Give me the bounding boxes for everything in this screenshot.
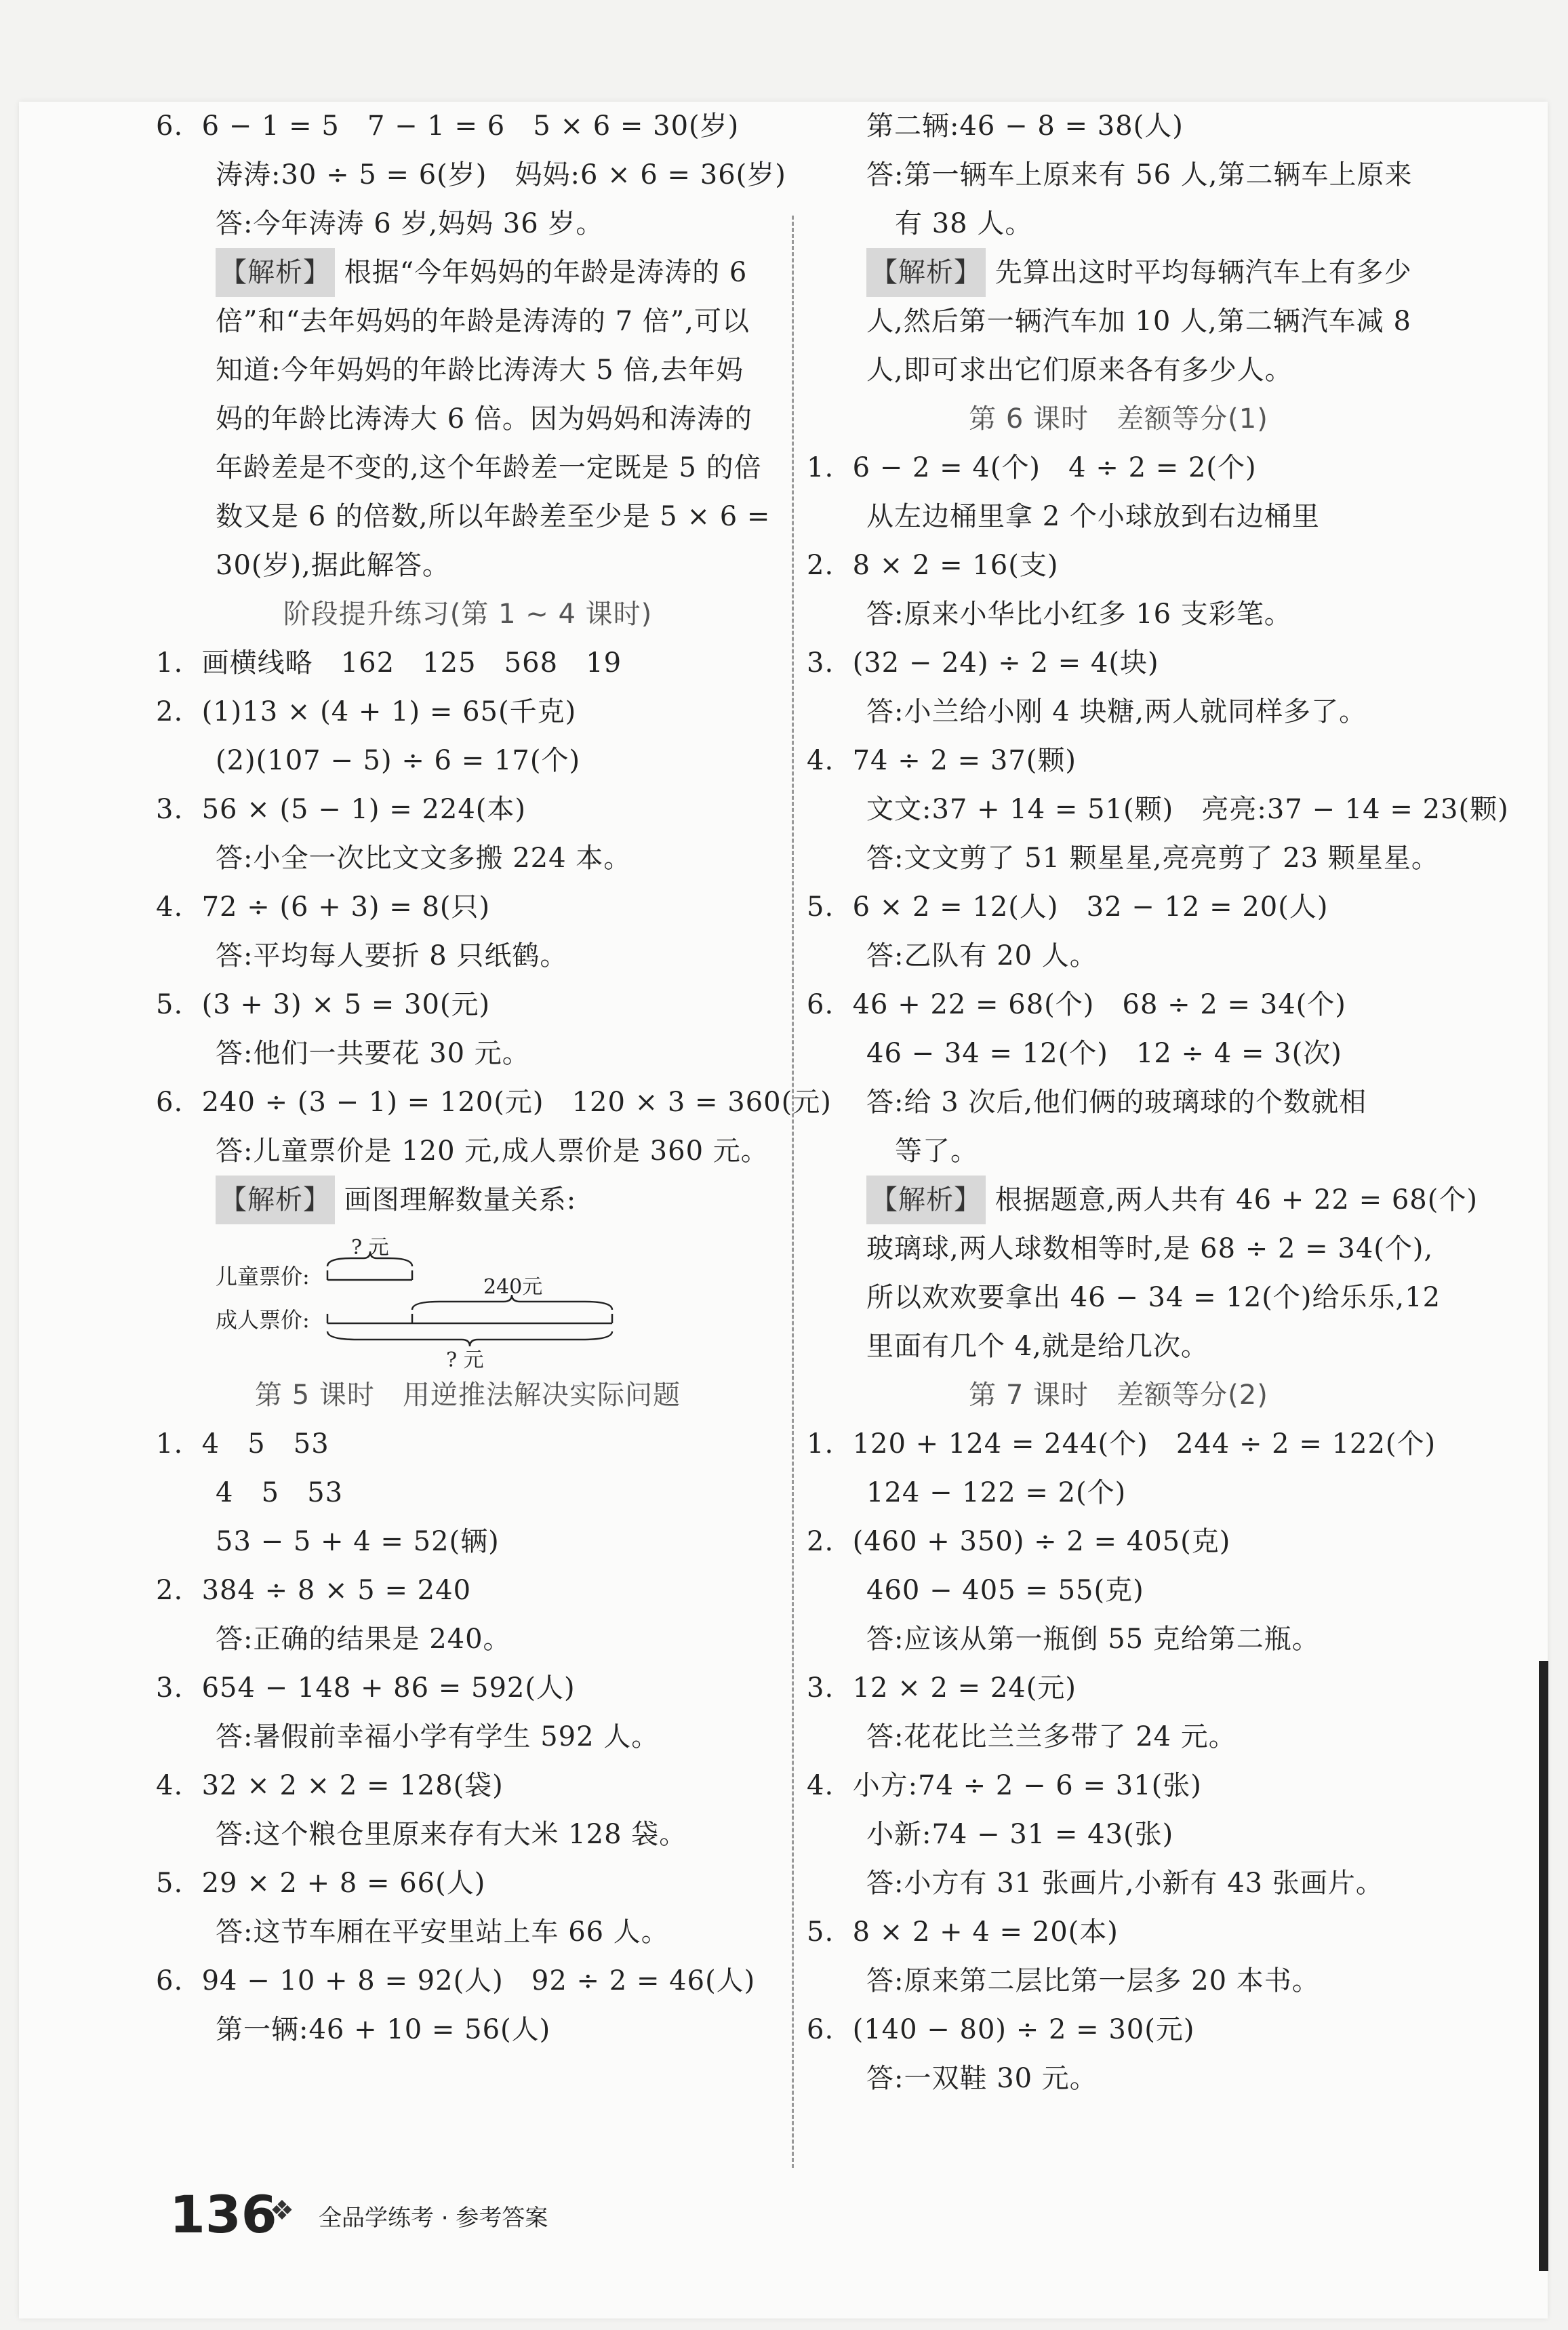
line-text: 答:乙队有 20 人。 <box>866 940 1098 971</box>
line-text: 6. 6 − 1 = 5 7 − 1 = 6 5 × 6 = 30(岁) <box>156 111 740 142</box>
adult-ticket-label: 成人票价: <box>216 1307 310 1333</box>
answer-line <box>866 590 1430 639</box>
answer-line <box>216 1176 780 1224</box>
answer-line <box>807 443 1430 492</box>
answer-line <box>156 1761 780 1810</box>
answer-line <box>216 541 780 590</box>
answer-line <box>866 785 1509 834</box>
line-text: 答:第一辆车上原来有 56 人,第二辆车上原来 <box>866 159 1413 190</box>
line-text: 等了。 <box>895 1136 978 1167</box>
difference-brace <box>412 1295 612 1310</box>
line-text: 数又是 6 的倍数,所以年龄差至少是 5 × 6 = <box>216 501 771 532</box>
answer-line <box>216 1810 780 1859</box>
line-text: 6. 240 ÷ (3 − 1) = 120(元) 120 × 3 = 360(元) <box>156 1087 832 1118</box>
line-text: 1. 画横线略 162 125 568 19 <box>156 647 622 679</box>
answer-line <box>866 1956 1430 2005</box>
line-text: 答:平均每人要折 8 只纸鹤。 <box>216 940 568 971</box>
answer-line <box>156 102 780 150</box>
column-divider <box>792 216 794 2168</box>
adult-price-unknown: ? 元 <box>446 1348 484 1372</box>
line-text: 先算出这时平均每辆汽车上有多少 <box>986 257 1412 288</box>
answer-line <box>866 150 1430 199</box>
answer-line <box>156 639 780 687</box>
answer-line <box>216 1127 780 1176</box>
line-text: 1. 120 + 124 = 244(个) 244 ÷ 2 = 122(个) <box>807 1428 1436 1460</box>
line-text: 4. 74 ÷ 2 = 37(颗) <box>807 745 1077 776</box>
answer-line <box>866 1468 1430 1517</box>
line-text: 玻璃球,两人球数相等时,是 68 ÷ 2 = 34(个), <box>866 1233 1434 1264</box>
line-text: 460 − 405 = 55(克) <box>866 1575 1144 1606</box>
line-text: 答:小方有 31 张画片,小新有 43 张画片。 <box>866 1868 1384 1899</box>
line-text: 答:今年涛涛 6 岁,妈妈 36 岁。 <box>216 208 604 239</box>
answer-line <box>216 1029 780 1078</box>
answer-line <box>216 248 780 297</box>
section-heading <box>807 395 1430 443</box>
answer-line <box>807 1908 1430 1956</box>
line-text: 第一辆:46 + 10 = 56(人) <box>216 2014 551 2045</box>
child-ticket-label: 儿童票价: <box>216 1264 310 1289</box>
line-text: 答:给 3 次后,他们俩的玻璃球的个数就相 <box>866 1087 1367 1118</box>
adult-total-brace <box>327 1331 612 1346</box>
line-text: 小新:74 − 31 = 43(张) <box>866 1819 1174 1850</box>
answer-line <box>807 541 1430 590</box>
answer-line <box>216 736 780 785</box>
answer-line <box>866 1712 1430 1761</box>
line-text: 第 6 课时 差额等分(1) <box>969 403 1268 435</box>
page-edge-shadow <box>1539 1661 1548 2271</box>
left-column <box>156 102 832 2156</box>
adult-bar-ticks <box>327 1314 612 1323</box>
line-text: 答:暑假前幸福小学有学生 592 人。 <box>216 1721 660 1752</box>
line-text: 答:小全一次比文文多搬 224 本。 <box>216 843 632 874</box>
line-text: 第 5 课时 用逆推法解决实际问题 <box>254 1380 681 1411</box>
book-title: 全品学练考 · 参考答案 <box>319 2205 548 2232</box>
answer-line <box>866 834 1439 883</box>
answer-line <box>216 1908 780 1956</box>
line-text: 3. (32 − 24) ÷ 2 = 4(块) <box>807 647 1159 679</box>
line-text: 3. 56 × (5 − 1) = 224(本) <box>156 794 526 825</box>
answer-line <box>866 1859 1430 1908</box>
answer-line <box>895 199 1430 248</box>
line-text: 2. (1)13 × (4 + 1) = 65(千克) <box>156 696 577 727</box>
line-text: 有 38 人。 <box>895 208 1033 239</box>
line-text: 4. 32 × 2 × 2 = 128(袋) <box>156 1770 504 1801</box>
answer-line <box>216 2005 780 2054</box>
section-heading <box>807 1371 1430 1420</box>
answer-line <box>866 297 1430 346</box>
answer-line <box>866 1615 1430 1664</box>
line-text: 答:花花比兰兰多带了 24 元。 <box>866 1721 1237 1752</box>
answer-line <box>216 443 780 492</box>
answer-line <box>216 297 780 346</box>
line-text: 2. 384 ÷ 8 × 5 = 240 <box>156 1575 472 1606</box>
line-text: 3. 654 − 148 + 86 = 592(人) <box>156 1672 576 1704</box>
line-text: 答:文文剪了 51 颗星星,亮亮剪了 23 颗星星。 <box>866 843 1439 874</box>
answer-line <box>866 1224 1434 1273</box>
answer-line <box>807 639 1430 687</box>
answer-line <box>216 199 780 248</box>
analysis-tag: 【解析】 <box>866 248 986 297</box>
answer-line <box>807 980 1430 1029</box>
line-text: 4. 小方:74 ÷ 2 − 6 = 31(张) <box>807 1770 1202 1801</box>
answer-line <box>216 150 786 199</box>
answer-line <box>156 883 780 931</box>
line-text: 根据题意,两人共有 46 + 22 = 68(个) <box>986 1184 1478 1216</box>
line-text: 46 − 34 = 12(个) 12 ÷ 4 = 3(次) <box>866 1038 1342 1069</box>
line-text: 2. 8 × 2 = 16(支) <box>807 550 1059 581</box>
price-difference-label: 240元 <box>483 1275 543 1299</box>
line-text: 6. 46 + 22 = 68(个) 68 ÷ 2 = 34(个) <box>807 989 1346 1020</box>
answer-line <box>866 1566 1430 1615</box>
line-text: 3. 12 × 2 = 24(元) <box>807 1672 1077 1704</box>
line-text: 4 5 53 <box>216 1477 344 1508</box>
answer-line <box>156 1956 780 2005</box>
answer-line <box>156 1664 780 1712</box>
answer-line <box>156 1859 780 1908</box>
answer-line <box>866 248 1430 297</box>
answer-line <box>866 687 1430 736</box>
line-text: (2)(107 − 5) ÷ 6 = 17(个) <box>216 745 581 776</box>
answer-line <box>866 346 1430 395</box>
line-text: 5. 29 × 2 + 8 = 66(人) <box>156 1868 486 1899</box>
answer-line <box>156 1078 832 1127</box>
answer-line <box>866 2054 1430 2103</box>
child-price-unknown: ? 元 <box>351 1236 389 1260</box>
line-text: 妈的年龄比涛涛大 6 倍。因为妈妈和涛涛的 <box>216 403 752 435</box>
line-text: 根据“今年妈妈的年龄是涛涛的 6 <box>335 257 748 288</box>
answer-line <box>866 931 1430 980</box>
line-text: 第 7 课时 差额等分(2) <box>969 1380 1268 1411</box>
line-text: 53 − 5 + 4 = 52(辆) <box>216 1526 500 1557</box>
child-bar-ticks <box>327 1270 412 1280</box>
answer-line <box>807 2005 1430 2054</box>
line-text: 6. 94 − 10 + 8 = 92(人) 92 ÷ 2 = 46(人) <box>156 1965 756 1996</box>
line-text: 画图理解数量关系: <box>335 1184 577 1216</box>
line-text: 涛涛:30 ÷ 5 = 6(岁) 妈妈:6 × 6 = 36(岁) <box>216 159 786 190</box>
answer-line <box>807 1761 1430 1810</box>
answer-line <box>807 736 1430 785</box>
answer-line <box>216 931 780 980</box>
line-text: 答:这节车厢在平安里站上车 66 人。 <box>216 1916 669 1948</box>
answer-line <box>866 1078 1430 1127</box>
line-text: 阶段提升练习(第 1 ~ 4 课时) <box>283 599 653 630</box>
line-text: 所以欢欢要拿出 46 − 34 = 12(个)给乐乐,12 <box>866 1282 1441 1313</box>
answer-line <box>156 980 780 1029</box>
line-text: 答:原来第二层比第一层多 20 本书。 <box>866 1965 1320 1996</box>
line-text: 人,然后第一辆汽车加 10 人,第二辆汽车减 8 <box>866 306 1411 337</box>
line-text: 答:正确的结果是 240。 <box>216 1624 511 1655</box>
answer-line <box>866 492 1430 541</box>
line-text: 2. (460 + 350) ÷ 2 = 405(克) <box>807 1526 1231 1557</box>
answer-line <box>216 346 780 395</box>
answer-line <box>866 1176 1478 1224</box>
answer-line <box>866 102 1430 150</box>
page-number: 136 <box>169 2184 277 2245</box>
line-text: 4. 72 ÷ (6 + 3) = 8(只) <box>156 891 491 923</box>
analysis-tag: 【解析】 <box>866 1176 986 1224</box>
answer-line <box>156 785 780 834</box>
line-text: 答:小兰给小刚 4 块糖,两人就同样多了。 <box>866 696 1367 727</box>
line-text: 6. (140 − 80) ÷ 2 = 30(元) <box>807 2014 1195 2045</box>
answer-line <box>807 1420 1436 1468</box>
line-text: 从左边桶里拿 2 个小球放到右边桶里 <box>866 501 1320 532</box>
line-text: 答:一双鞋 30 元。 <box>866 2063 1098 2094</box>
answer-line <box>216 1712 780 1761</box>
answer-line <box>866 1810 1430 1859</box>
line-text: 答:应该从第一瓶倒 55 克给第二瓶。 <box>866 1624 1320 1655</box>
answer-line <box>216 834 780 883</box>
answer-line <box>216 1468 780 1517</box>
answer-line <box>156 687 780 736</box>
line-text: 5. (3 + 3) × 5 = 30(元) <box>156 989 491 1020</box>
line-text: 文文:37 + 14 = 51(颗) 亮亮:37 − 14 = 23(颗) <box>866 794 1509 825</box>
analysis-tag: 【解析】 <box>216 248 335 297</box>
analysis-tag: 【解析】 <box>216 1176 335 1224</box>
line-text: 答:原来小华比小红多 16 支彩笔。 <box>866 599 1292 630</box>
line-text: 5. 8 × 2 + 4 = 20(本) <box>807 1916 1119 1948</box>
line-text: 知道:今年妈妈的年龄比涛涛大 5 倍,去年妈 <box>216 355 744 386</box>
answer-line <box>895 1127 1430 1176</box>
line-text: 1. 6 − 2 = 4(个) 4 ÷ 2 = 2(个) <box>807 452 1257 483</box>
ticket-price-diagram <box>216 1231 690 1380</box>
line-text: 年龄差是不变的,这个年龄差一定既是 5 的倍 <box>216 452 762 483</box>
diamond-icon: ❖ <box>270 2195 294 2226</box>
answer-line <box>216 1615 780 1664</box>
section-heading <box>156 590 780 639</box>
answer-line <box>216 492 780 541</box>
line-text: 1. 4 5 53 <box>156 1428 329 1460</box>
answer-line <box>866 1273 1441 1322</box>
line-text: 答:儿童票价是 120 元,成人票价是 360 元。 <box>216 1136 769 1167</box>
right-column <box>807 102 1509 2156</box>
line-text: 倍”和“去年妈妈的年龄是涛涛的 7 倍”,可以 <box>216 306 750 337</box>
line-text: 124 − 122 = 2(个) <box>866 1477 1127 1508</box>
answer-line <box>156 1566 780 1615</box>
line-text: 答:这个粮仓里原来存有大米 128 袋。 <box>216 1819 687 1850</box>
line-text: 答:他们一共要花 30 元。 <box>216 1038 530 1069</box>
answer-line <box>866 1322 1430 1371</box>
answer-line <box>156 1420 780 1468</box>
answer-line <box>807 1517 1430 1566</box>
line-text: 第二辆:46 − 8 = 38(人) <box>866 111 1184 142</box>
line-text: 30(岁),据此解答。 <box>216 550 450 581</box>
line-text: 5. 6 × 2 = 12(人) 32 − 12 = 20(人) <box>807 891 1329 923</box>
line-text: 人,即可求出它们原来各有多少人。 <box>866 355 1293 386</box>
answer-line <box>216 1517 780 1566</box>
answer-line <box>807 883 1430 931</box>
line-text: 里面有几个 4,就是给几次。 <box>866 1331 1209 1362</box>
answer-line <box>807 1664 1430 1712</box>
answer-line <box>216 395 780 443</box>
answer-line <box>866 1029 1430 1078</box>
